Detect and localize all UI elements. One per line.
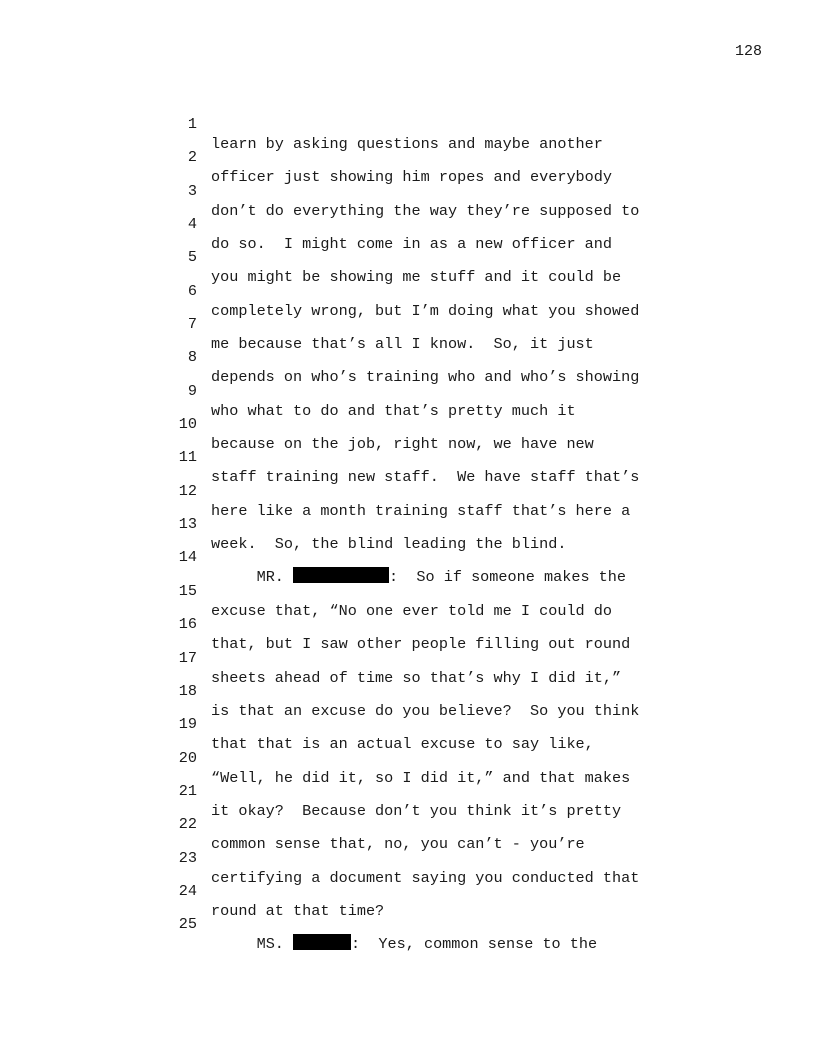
transcript-line <box>170 527 730 587</box>
transcript-line <box>170 461 730 520</box>
transcript-line <box>170 427 730 487</box>
line-text-remainder: : So if someone makes the <box>389 568 627 587</box>
redaction-bar <box>293 934 351 950</box>
transcript-line <box>170 294 730 354</box>
line-number: 5 <box>187 248 197 267</box>
line-number: 1 <box>187 115 197 133</box>
transcript-line <box>170 728 730 787</box>
line-text: because on the job, right now, we have new <box>211 435 594 454</box>
line-number: 13 <box>178 515 197 534</box>
line-text: round at that time? <box>211 901 385 920</box>
line-number: 18 <box>178 681 197 700</box>
line-text: that that is an actual excuse to say like, <box>211 735 594 754</box>
transcript-line <box>170 861 730 920</box>
line-number: 22 <box>178 815 197 834</box>
line-number: 19 <box>178 715 197 734</box>
transcript-line <box>170 227 730 287</box>
transcript-line <box>170 261 730 320</box>
transcript-line <box>170 561 730 620</box>
line-text-remainder: : Yes, common sense to the <box>351 935 598 954</box>
line-number: 2 <box>187 148 197 167</box>
page-number: 128 <box>734 43 762 60</box>
transcript-line <box>170 327 730 387</box>
line-number: 25 <box>178 915 197 934</box>
transcript-line <box>170 494 730 554</box>
transcript-line <box>170 594 730 654</box>
line-number: 16 <box>178 615 197 634</box>
line-text: certifying a document saying you conducted that <box>211 868 640 887</box>
transcript-line <box>170 127 730 187</box>
line-number: 11 <box>178 448 197 467</box>
line-number: 7 <box>187 315 197 334</box>
line-number: 10 <box>178 415 197 434</box>
line-number: 4 <box>187 215 197 234</box>
speaker-label: MS. <box>256 935 284 954</box>
line-number: 15 <box>178 581 197 600</box>
line-text: learn by asking questions and maybe another <box>211 135 603 153</box>
line-text: depends on who’s training who and who’s showing <box>211 368 640 387</box>
transcript-line <box>170 394 730 454</box>
transcript-line <box>170 828 730 887</box>
transcript-line <box>170 194 730 254</box>
line-text: don’t do everything the way they’re supposed to <box>211 201 640 220</box>
line-text: common sense that, no, you can’t - you’re <box>211 835 585 854</box>
line-number: 23 <box>178 848 197 867</box>
speaker-label: MR. <box>256 568 284 587</box>
line-text: staff training new staff. We have staff that’s <box>211 468 640 487</box>
line-number: 24 <box>178 881 197 900</box>
line-text: excuse that, “No one ever told me I could do <box>211 601 613 620</box>
transcript-body <box>170 94 730 954</box>
transcript-line <box>170 894 730 954</box>
line-text: is that an excuse do you believe? So you think <box>211 701 640 720</box>
transcript-line <box>170 694 730 754</box>
line-text: that, but I saw other people filling out round <box>211 635 631 654</box>
line-text: sheets ahead of time so that’s why I did it,” <box>211 668 622 687</box>
line-text: “Well, he did it, so I did it,” and that makes <box>211 768 631 787</box>
transcript-line <box>170 361 730 420</box>
line-text: officer just showing him ropes and everybody <box>211 168 613 187</box>
line-number: 3 <box>187 181 197 200</box>
line-number: 14 <box>178 548 197 567</box>
line-number: 17 <box>178 648 197 667</box>
transcript-line <box>170 661 730 720</box>
line-number: 8 <box>187 348 197 367</box>
line-text: completely wrong, but I’m doing what you showed <box>211 301 640 320</box>
line-number: 9 <box>187 381 197 400</box>
line-text <box>211 934 597 954</box>
line-text: who what to do and that’s pretty much it <box>211 401 576 420</box>
transcript-line <box>170 161 730 220</box>
line-number: 21 <box>178 781 197 800</box>
line-text: here like a month training staff that’s here a <box>211 501 631 520</box>
line-number: 12 <box>178 481 197 500</box>
line-text: you might be showing me stuff and it could be <box>211 268 622 287</box>
line-text: do so. I might come in as a new officer and <box>211 235 613 254</box>
line-number: 6 <box>187 281 197 300</box>
line-text: week. So, the blind leading the blind. <box>211 535 567 554</box>
line-number: 20 <box>178 748 197 767</box>
transcript-line <box>170 94 730 153</box>
line-text: me because that’s all I know. So, it just <box>211 335 594 354</box>
line-text: it okay? Because don’t you think it’s pretty <box>211 801 622 820</box>
transcript-line <box>170 761 730 820</box>
transcript-line <box>170 794 730 854</box>
transcript-line <box>170 628 730 687</box>
